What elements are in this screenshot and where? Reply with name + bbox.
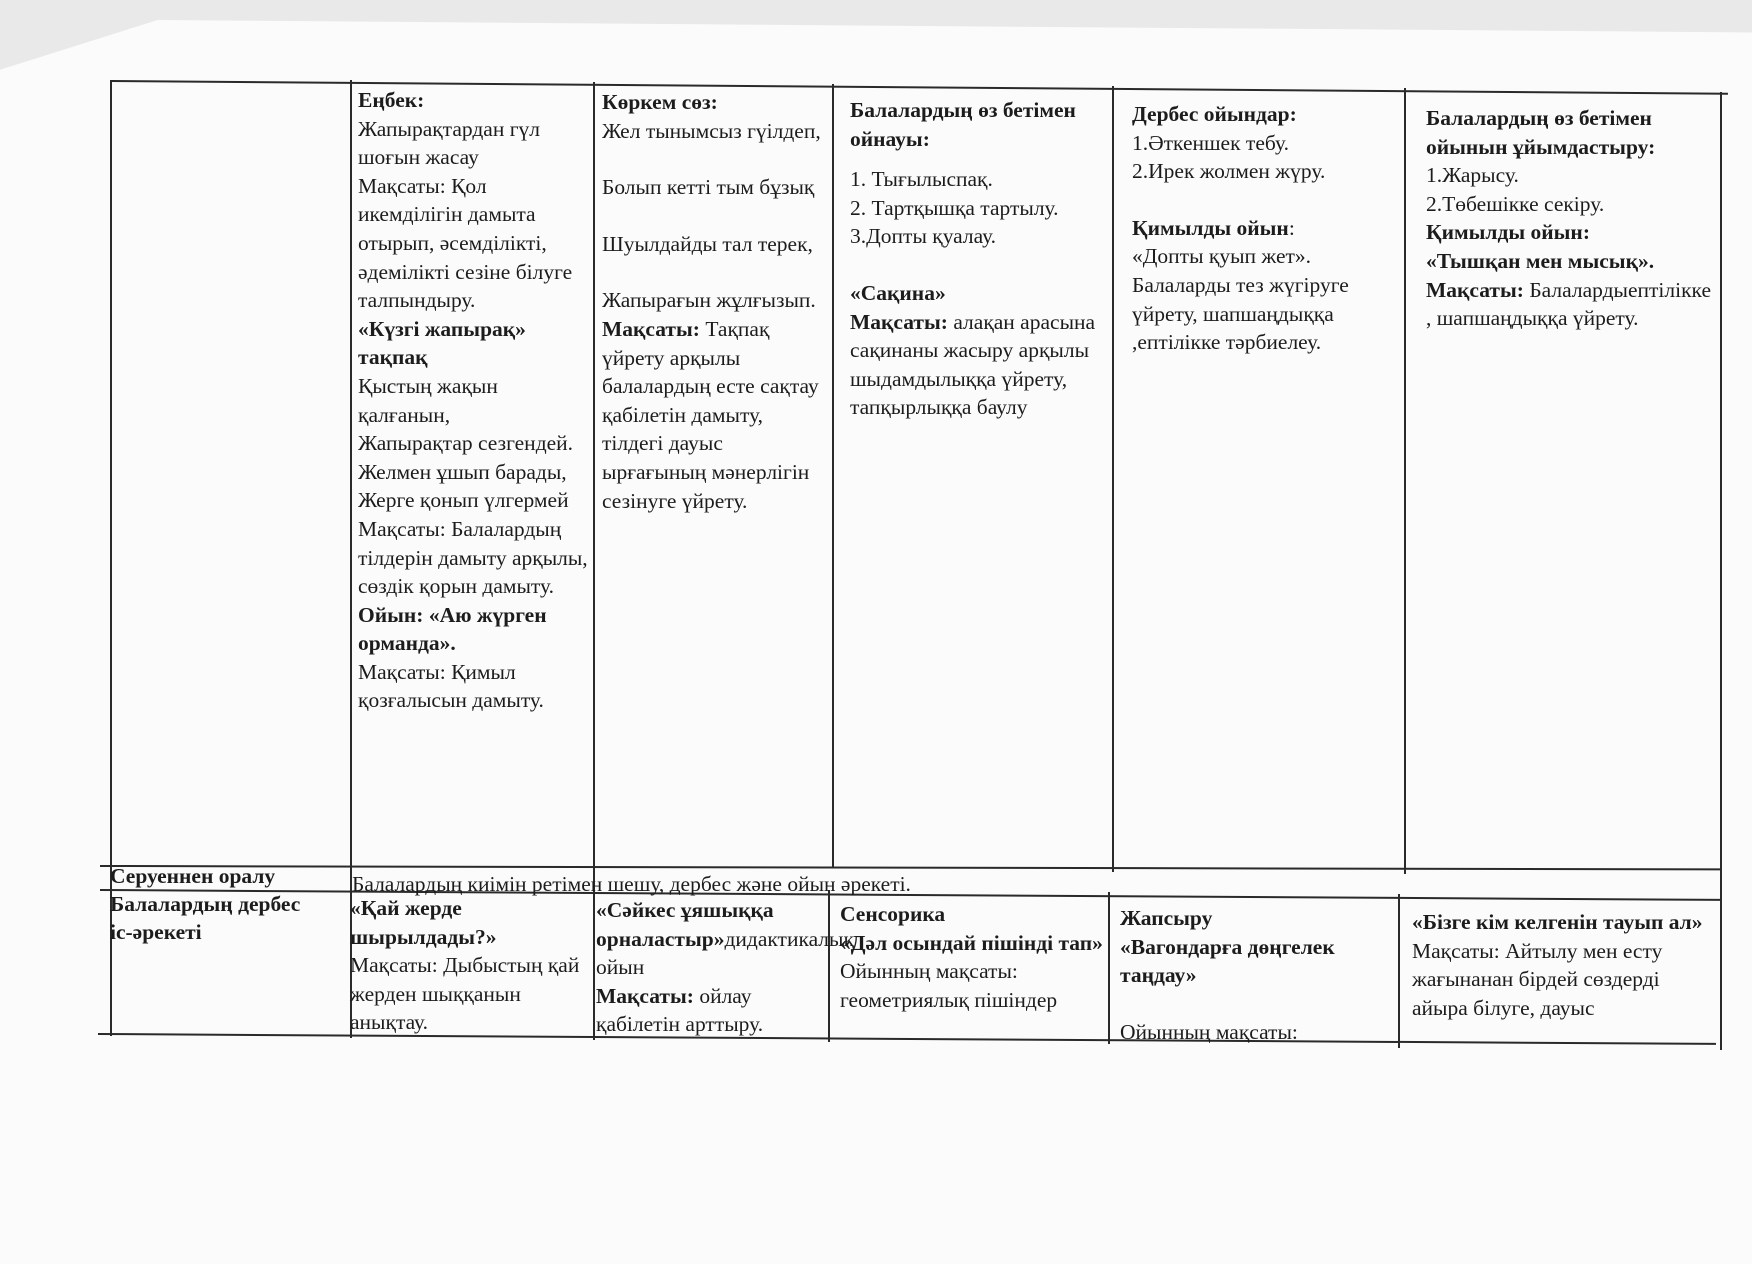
cell-who-came <box>1412 908 1712 1048</box>
cell-matching-cell <box>596 896 854 1039</box>
labor-goal: Мақсаты: Қол икемділігін дамыта отырып, әсемділікті, әдемілікті сезіне білуге талпындыру. <box>358 173 573 313</box>
applique-text: Ойынның мақсаты: <box>1120 1019 1298 1044</box>
cell-free-play <box>850 96 1108 422</box>
cat-mouse-goal-text: Балалардыептілікке , шапшаңдыққа үйрету. <box>1426 277 1711 331</box>
verse-goal <box>602 315 828 515</box>
organized-play-item-2: 2.Төбешікке секіру. <box>1426 191 1605 216</box>
cell-labor-poem <box>358 86 588 715</box>
row-label-independent-activity: Балалардың дербес іс-әрекеті <box>110 892 301 944</box>
col-divider-3b <box>828 890 830 1042</box>
col-divider-4b <box>1108 892 1110 1044</box>
ring-goal-text: алақан арасына сақинаны жасыру арқылы шыдамдылыққа үйрету, тапқырлыққа баулу <box>850 309 1096 420</box>
labor-text: Жапырақтардан гүл шоғын жасау <box>358 116 541 170</box>
cat-mouse-goal-label: Мақсаты: <box>1426 277 1524 302</box>
matching-cell-title: «Сәйкес ұяшыққа орналастыр» <box>596 898 774 951</box>
ring-game-title: «Сақина» <box>850 280 946 305</box>
sensorics-title: Сенсорика <box>840 902 946 926</box>
return-walk-text: Балалардың киімін ретімен шешу, дербес және ойын әрекеті. <box>352 872 911 896</box>
independent-game-item-2: 2.Ирек жолмен жүру. <box>1132 159 1326 184</box>
table-border-right <box>1720 92 1722 1050</box>
independent-game-item-1: 1.Әткеншек тебу. <box>1132 130 1289 155</box>
free-play-title: Балалардың өз бетімен ойнауы: <box>850 98 1076 151</box>
free-play-item-2: 2. Тартқышқа тартылу. <box>850 195 1059 220</box>
poem-line-3: Желмен ұшып барады, <box>358 459 567 484</box>
free-play-item-1: 1. Тығылыспақ. <box>850 167 993 192</box>
matching-cell-goal <box>596 982 828 1039</box>
artistic-word-title: Көркем сөз: <box>602 90 718 114</box>
cell-artistic-word <box>602 88 828 515</box>
moving-game-name: «Допты қуып жет». <box>1132 244 1312 269</box>
verse-line-4: Жапырағын жұлғызып. <box>602 288 816 313</box>
row-label-return-walk: Серуеннен оралу <box>110 864 276 888</box>
moving-game-label: Қимылды ойын <box>1132 215 1289 240</box>
moving-game-goal: Балаларды тез жүгіруге үйрету, шапшаңдыққа ,ептілікке тәрбиелеу. <box>1132 272 1349 355</box>
poem-line-1: Қыстың жақын қалғанын, <box>358 373 498 427</box>
moving-game-heading <box>1132 214 1402 243</box>
col-divider-4 <box>1112 86 1114 872</box>
free-play-item-3: 3.Допты қуалау. <box>850 224 997 249</box>
organized-play-item-1: 1.Жарысу. <box>1426 163 1519 188</box>
verse-line-1: Жел тынымсыз гүілдеп, <box>602 118 821 143</box>
cell-sensorics <box>840 900 1106 1014</box>
moving-game-colon: : <box>1288 215 1295 240</box>
who-came-text: Мақсаты: Айтылу мен есту жағынанан бірдей сөздерді айыра білуге, дауыс <box>1412 938 1663 1020</box>
cell-applique <box>1120 904 1396 1046</box>
matching-cell-goal-label: Мақсаты: <box>596 983 694 1008</box>
col-divider-5b <box>1398 894 1400 1048</box>
verse-line-2: Болып кетті тым бұзық <box>602 175 815 200</box>
matching-cell-goal-text: ойлау қабілетін арттыру. <box>596 983 764 1037</box>
poem-title: «Күзгі жапырақ» тақпақ <box>358 316 526 370</box>
col-divider-5 <box>1404 88 1406 874</box>
poem-line-2: Жапырақтар сезгендей. <box>358 431 574 456</box>
cat-mouse-goal <box>1426 276 1716 333</box>
applique-subtitle: «Вагондарға дөңгелек таңдау» <box>1120 934 1335 988</box>
cell-organized-play <box>1426 104 1716 333</box>
cell-where-chirped <box>350 894 590 1037</box>
cat-mouse-game-label: Қимылды ойын: <box>1426 220 1590 245</box>
labor-title: Еңбек: <box>358 88 425 112</box>
who-came-title: «Бізге кім келгенін тауып ал» <box>1412 910 1703 934</box>
where-chirped-title: «Қай жерде шырылдады?» <box>350 896 497 949</box>
verse-line-3: Шуылдайды тал терек, <box>602 231 813 256</box>
cat-mouse-game-name: «Тышқан мен мысық». <box>1426 248 1655 273</box>
sensorics-text: Ойынның мақсаты: геометриялық пішіндер <box>840 959 1058 1012</box>
cell-independent-games <box>1132 100 1402 357</box>
applique-title: Жапсыру <box>1120 906 1213 930</box>
poem-line-4: Жерге қонып үлгермей <box>358 488 569 513</box>
verse-goal-label: Мақсаты: <box>602 316 700 341</box>
verse-goal-text: Тақпақ үйрету арқылы балалардың есте сақтау қабілетін дамыту, тілдегі дауыс ырғағының мәнерлігін сезінуге үйрету. <box>602 316 819 513</box>
game-goal: Мақсаты: Қимыл қозғалысын дамыту. <box>358 659 544 713</box>
matching-cell-title-line <box>596 896 854 982</box>
where-chirped-text: Мақсаты: Дыбыстың қай жерден шыққанын анықтау. <box>350 953 580 1035</box>
poem-goal: Мақсаты: Балалардың тілдерін дамыту арқылы, сөздік қорын дамыту. <box>358 516 588 599</box>
ring-goal-label: Мақсаты: <box>850 309 948 334</box>
sensorics-subtitle: «Дәл осындай пішінді тап» <box>840 930 1103 955</box>
independent-games-title: Дербес ойындар: <box>1132 102 1297 126</box>
organized-play-title: Балалардың өз бетімен ойынын ұйымдастыру: <box>1426 106 1656 159</box>
game-title: Ойын: «Аю жүрген орманда». <box>358 602 547 656</box>
ring-game-goal <box>850 308 1108 422</box>
col-divider-3 <box>832 84 834 868</box>
matching-cell-title-rest: дидактикалық ойын <box>596 926 854 980</box>
